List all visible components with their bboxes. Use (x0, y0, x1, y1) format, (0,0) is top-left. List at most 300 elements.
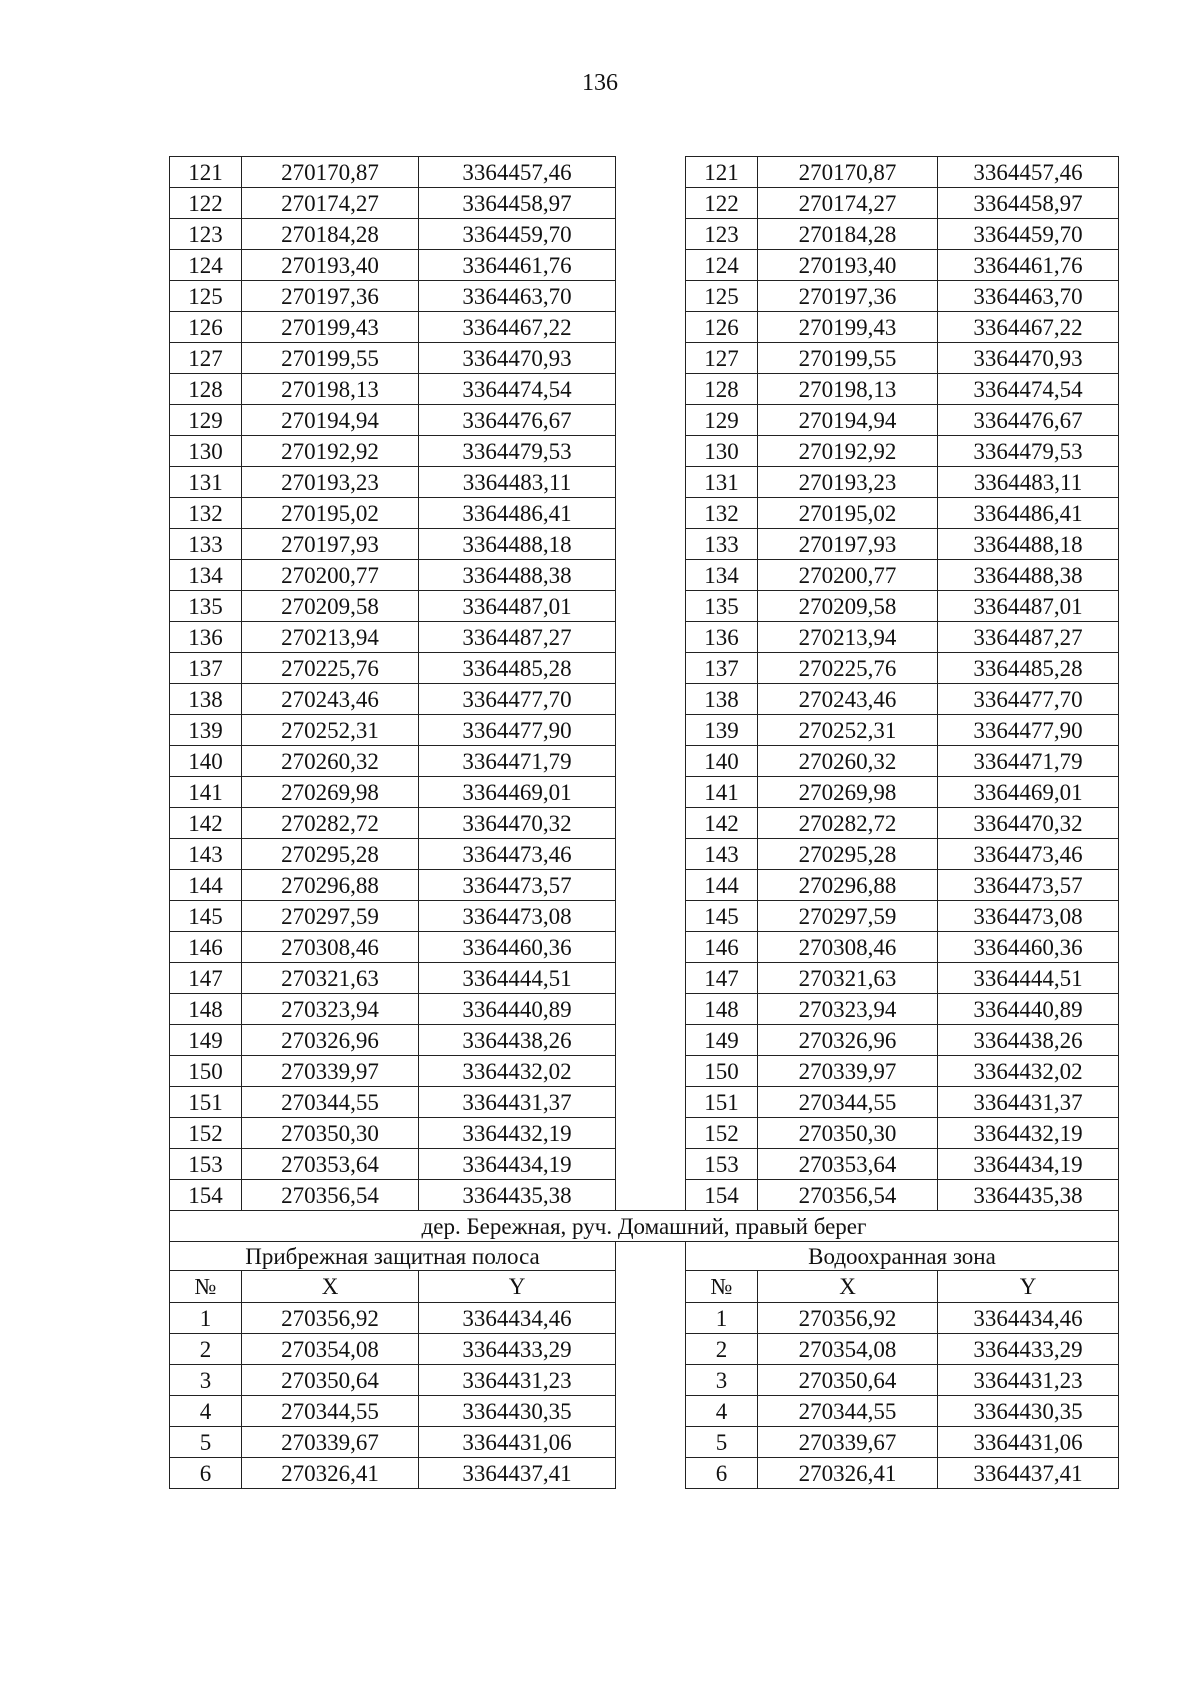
y-coordinate-left: 3364473,46 (419, 839, 616, 870)
x-coordinate-right: 270213,94 (758, 622, 938, 653)
table-row (170, 1118, 1119, 1149)
point-number-left: 151 (170, 1087, 242, 1118)
y-coordinate-left: 3364474,54 (419, 374, 616, 405)
y-coordinate-left: 3364440,89 (419, 994, 616, 1025)
x-coordinate-right: 270243,46 (758, 684, 938, 715)
gap-cell (616, 1149, 686, 1180)
y-coordinate-right: 3364487,01 (938, 591, 1119, 622)
table-row (170, 1458, 1119, 1489)
table-row (170, 1303, 1119, 1334)
point-number-left: 4 (170, 1396, 242, 1427)
x-coordinate-right: 270192,92 (758, 436, 938, 467)
table-row (170, 932, 1119, 963)
gap-cell (616, 1458, 686, 1489)
upper-rows (170, 157, 1119, 1211)
point-number-left: 137 (170, 653, 242, 684)
gap-cell (616, 188, 686, 219)
point-number-left: 143 (170, 839, 242, 870)
y-coordinate-left: 3364433,29 (419, 1334, 616, 1365)
x-coordinate-left: 270350,64 (242, 1365, 419, 1396)
header-x-left: X (242, 1271, 419, 1303)
y-coordinate-left: 3364467,22 (419, 312, 616, 343)
point-number-right: 2 (686, 1334, 758, 1365)
gap-cell (616, 281, 686, 312)
y-coordinate-right: 3364459,70 (938, 219, 1119, 250)
y-coordinate-left: 3364430,35 (419, 1396, 616, 1427)
y-coordinate-right: 3364432,19 (938, 1118, 1119, 1149)
gap-cell (616, 1180, 686, 1211)
point-number-right: 123 (686, 219, 758, 250)
point-number-left: 3 (170, 1365, 242, 1396)
x-coordinate-left: 270192,92 (242, 436, 419, 467)
point-number-left: 124 (170, 250, 242, 281)
gap-cell (616, 467, 686, 498)
point-number-left: 147 (170, 963, 242, 994)
point-number-right: 151 (686, 1087, 758, 1118)
gap-cell (616, 436, 686, 467)
gap-cell (616, 1303, 686, 1334)
x-coordinate-left: 270308,46 (242, 932, 419, 963)
table-row (170, 1365, 1119, 1396)
x-coordinate-left: 270199,43 (242, 312, 419, 343)
point-number-right: 137 (686, 653, 758, 684)
x-coordinate-left: 270197,36 (242, 281, 419, 312)
y-coordinate-right: 3364486,41 (938, 498, 1119, 529)
table-row (170, 1334, 1119, 1365)
x-coordinate-right: 270195,02 (758, 498, 938, 529)
y-coordinate-right: 3364437,41 (938, 1458, 1119, 1489)
point-number-left: 121 (170, 157, 242, 188)
y-coordinate-left: 3364432,02 (419, 1056, 616, 1087)
x-coordinate-right: 270297,59 (758, 901, 938, 932)
point-number-left: 138 (170, 684, 242, 715)
gap-cell (616, 591, 686, 622)
y-coordinate-left: 3364431,23 (419, 1365, 616, 1396)
table-row (170, 901, 1119, 932)
gap-cell (616, 1334, 686, 1365)
gap-cell (616, 1056, 686, 1087)
point-number-left: 153 (170, 1149, 242, 1180)
gap-cell (616, 808, 686, 839)
header-y-right: Y (938, 1271, 1119, 1303)
point-number-left: 5 (170, 1427, 242, 1458)
x-coordinate-left: 270282,72 (242, 808, 419, 839)
y-coordinate-left: 3364487,01 (419, 591, 616, 622)
x-coordinate-right: 270326,41 (758, 1458, 938, 1489)
point-number-left: 135 (170, 591, 242, 622)
table-row (170, 653, 1119, 684)
x-coordinate-left: 270296,88 (242, 870, 419, 901)
point-number-left: 6 (170, 1458, 242, 1489)
y-coordinate-left: 3364463,70 (419, 281, 616, 312)
x-coordinate-left: 270356,92 (242, 1303, 419, 1334)
x-coordinate-right: 270339,97 (758, 1056, 938, 1087)
gap-cell (616, 1271, 686, 1303)
gap-cell (616, 622, 686, 653)
point-number-right: 127 (686, 343, 758, 374)
gap-cell (616, 746, 686, 777)
point-number-right: 136 (686, 622, 758, 653)
y-coordinate-left: 3364460,36 (419, 932, 616, 963)
y-coordinate-right: 3364488,38 (938, 560, 1119, 591)
point-number-right: 142 (686, 808, 758, 839)
gap-cell (616, 963, 686, 994)
point-number-left: 136 (170, 622, 242, 653)
gap-cell (616, 839, 686, 870)
y-coordinate-left: 3364458,97 (419, 188, 616, 219)
y-coordinate-left: 3364488,38 (419, 560, 616, 591)
table-row (170, 436, 1119, 467)
point-number-left: 130 (170, 436, 242, 467)
point-number-right: 4 (686, 1396, 758, 1427)
y-coordinate-right: 3364431,37 (938, 1087, 1119, 1118)
y-coordinate-left: 3364444,51 (419, 963, 616, 994)
x-coordinate-left: 270297,59 (242, 901, 419, 932)
lower-rows (170, 1303, 1119, 1489)
x-coordinate-right: 270174,27 (758, 188, 938, 219)
x-coordinate-left: 270323,94 (242, 994, 419, 1025)
x-coordinate-left: 270326,41 (242, 1458, 419, 1489)
gap-cell (616, 1396, 686, 1427)
point-number-right: 146 (686, 932, 758, 963)
x-coordinate-left: 270243,46 (242, 684, 419, 715)
point-number-right: 139 (686, 715, 758, 746)
point-number-left: 131 (170, 467, 242, 498)
y-coordinate-right: 3364470,32 (938, 808, 1119, 839)
point-number-left: 133 (170, 529, 242, 560)
gap-cell (616, 343, 686, 374)
header-y-left: Y (419, 1271, 616, 1303)
x-coordinate-left: 270199,55 (242, 343, 419, 374)
x-coordinate-right: 270321,63 (758, 963, 938, 994)
gap-cell (616, 1118, 686, 1149)
point-number-right: 132 (686, 498, 758, 529)
gap-cell (616, 250, 686, 281)
x-coordinate-left: 270194,94 (242, 405, 419, 436)
section-title: дер. Бережная, руч. Домашний, правый берег (170, 1211, 1119, 1242)
gap-cell (616, 653, 686, 684)
x-coordinate-right: 270199,43 (758, 312, 938, 343)
right-table-title: Водоохранная зона (686, 1242, 1119, 1271)
x-coordinate-right: 270209,58 (758, 591, 938, 622)
x-coordinate-right: 270282,72 (758, 808, 938, 839)
x-coordinate-left: 270353,64 (242, 1149, 419, 1180)
x-coordinate-right: 270252,31 (758, 715, 938, 746)
table-row (170, 250, 1119, 281)
y-coordinate-right: 3364483,11 (938, 467, 1119, 498)
x-coordinate-left: 270198,13 (242, 374, 419, 405)
y-coordinate-left: 3364438,26 (419, 1025, 616, 1056)
y-coordinate-right: 3364470,93 (938, 343, 1119, 374)
y-coordinate-right: 3364471,79 (938, 746, 1119, 777)
y-coordinate-left: 3364469,01 (419, 777, 616, 808)
y-coordinate-right: 3364434,46 (938, 1303, 1119, 1334)
y-coordinate-right: 3364431,23 (938, 1365, 1119, 1396)
y-coordinate-right: 3364461,76 (938, 250, 1119, 281)
y-coordinate-right: 3364440,89 (938, 994, 1119, 1025)
point-number-right: 147 (686, 963, 758, 994)
table-row (170, 839, 1119, 870)
x-coordinate-left: 270260,32 (242, 746, 419, 777)
point-number-right: 152 (686, 1118, 758, 1149)
x-coordinate-right: 270170,87 (758, 157, 938, 188)
y-coordinate-right: 3364476,67 (938, 405, 1119, 436)
point-number-left: 125 (170, 281, 242, 312)
point-number-right: 149 (686, 1025, 758, 1056)
table-row (170, 1025, 1119, 1056)
x-coordinate-right: 270295,28 (758, 839, 938, 870)
point-number-right: 140 (686, 746, 758, 777)
table-row (170, 1427, 1119, 1458)
point-number-right: 133 (686, 529, 758, 560)
y-coordinate-left: 3364476,67 (419, 405, 616, 436)
x-coordinate-right: 270323,94 (758, 994, 938, 1025)
point-number-left: 152 (170, 1118, 242, 1149)
y-coordinate-left: 3364470,32 (419, 808, 616, 839)
point-number-left: 127 (170, 343, 242, 374)
point-number-right: 130 (686, 436, 758, 467)
x-coordinate-right: 270296,88 (758, 870, 938, 901)
point-number-right: 125 (686, 281, 758, 312)
coordinates-table (169, 156, 1119, 1489)
y-coordinate-right: 3364457,46 (938, 157, 1119, 188)
gap-cell (616, 1242, 686, 1271)
gap-cell (616, 684, 686, 715)
x-coordinate-left: 270295,28 (242, 839, 419, 870)
header-x-right: X (758, 1271, 938, 1303)
x-coordinate-left: 270350,30 (242, 1118, 419, 1149)
table-row (170, 994, 1119, 1025)
x-coordinate-left: 270195,02 (242, 498, 419, 529)
table-titles-row (170, 1242, 1119, 1271)
x-coordinate-right: 270308,46 (758, 932, 938, 963)
table-row (170, 219, 1119, 250)
y-coordinate-right: 3364438,26 (938, 1025, 1119, 1056)
table-row (170, 188, 1119, 219)
x-coordinate-left: 270174,27 (242, 188, 419, 219)
x-coordinate-left: 270269,98 (242, 777, 419, 808)
point-number-left: 145 (170, 901, 242, 932)
point-number-right: 153 (686, 1149, 758, 1180)
table-row (170, 1149, 1119, 1180)
x-coordinate-right: 270350,30 (758, 1118, 938, 1149)
y-coordinate-right: 3364433,29 (938, 1334, 1119, 1365)
y-coordinate-right: 3364434,19 (938, 1149, 1119, 1180)
y-coordinate-right: 3364469,01 (938, 777, 1119, 808)
table-row (170, 157, 1119, 188)
gap-cell (616, 901, 686, 932)
header-num-right: № (686, 1271, 758, 1303)
table-row (170, 343, 1119, 374)
point-number-right: 5 (686, 1427, 758, 1458)
point-number-left: 149 (170, 1025, 242, 1056)
point-number-right: 134 (686, 560, 758, 591)
y-coordinate-right: 3364479,53 (938, 436, 1119, 467)
y-coordinate-left: 3364477,70 (419, 684, 616, 715)
x-coordinate-right: 270197,93 (758, 529, 938, 560)
y-coordinate-right: 3364477,70 (938, 684, 1119, 715)
x-coordinate-right: 270344,55 (758, 1396, 938, 1427)
x-coordinate-left: 270200,77 (242, 560, 419, 591)
y-coordinate-right: 3364432,02 (938, 1056, 1119, 1087)
section-block (170, 1211, 1119, 1303)
x-coordinate-right: 270339,67 (758, 1427, 938, 1458)
table-row (170, 498, 1119, 529)
point-number-left: 123 (170, 219, 242, 250)
table-row (170, 870, 1119, 901)
point-number-left: 132 (170, 498, 242, 529)
x-coordinate-right: 270353,64 (758, 1149, 938, 1180)
gap-cell (616, 405, 686, 436)
point-number-left: 146 (170, 932, 242, 963)
x-coordinate-right: 270193,40 (758, 250, 938, 281)
point-number-left: 134 (170, 560, 242, 591)
x-coordinate-left: 270354,08 (242, 1334, 419, 1365)
gap-cell (616, 1025, 686, 1056)
gap-cell (616, 1087, 686, 1118)
x-coordinate-left: 270170,87 (242, 157, 419, 188)
x-coordinate-left: 270193,23 (242, 467, 419, 498)
point-number-left: 142 (170, 808, 242, 839)
y-coordinate-left: 3364473,08 (419, 901, 616, 932)
x-coordinate-right: 270350,64 (758, 1365, 938, 1396)
point-number-right: 141 (686, 777, 758, 808)
x-coordinate-right: 270326,96 (758, 1025, 938, 1056)
y-coordinate-right: 3364431,06 (938, 1427, 1119, 1458)
x-coordinate-right: 270344,55 (758, 1087, 938, 1118)
table-row (170, 591, 1119, 622)
y-coordinate-right: 3364488,18 (938, 529, 1119, 560)
x-coordinate-right: 270200,77 (758, 560, 938, 591)
table-row (170, 1180, 1119, 1211)
table-row (170, 777, 1119, 808)
y-coordinate-left: 3364473,57 (419, 870, 616, 901)
x-coordinate-right: 270356,92 (758, 1303, 938, 1334)
y-coordinate-left: 3364479,53 (419, 436, 616, 467)
table-row (170, 963, 1119, 994)
y-coordinate-right: 3364473,46 (938, 839, 1119, 870)
y-coordinate-left: 3364435,38 (419, 1180, 616, 1211)
table-row (170, 467, 1119, 498)
point-number-right: 126 (686, 312, 758, 343)
y-coordinate-right: 3364467,22 (938, 312, 1119, 343)
left-table-title: Прибрежная защитная полоса (170, 1242, 616, 1271)
y-coordinate-right: 3364487,27 (938, 622, 1119, 653)
table-row (170, 746, 1119, 777)
table-row (170, 715, 1119, 746)
column-headers-row (170, 1271, 1119, 1303)
point-number-right: 1 (686, 1303, 758, 1334)
point-number-left: 139 (170, 715, 242, 746)
y-coordinate-left: 3364459,70 (419, 219, 616, 250)
x-coordinate-right: 270356,54 (758, 1180, 938, 1211)
point-number-right: 150 (686, 1056, 758, 1087)
y-coordinate-left: 3364434,19 (419, 1149, 616, 1180)
x-coordinate-right: 270260,32 (758, 746, 938, 777)
point-number-left: 144 (170, 870, 242, 901)
x-coordinate-left: 270326,96 (242, 1025, 419, 1056)
y-coordinate-right: 3364473,08 (938, 901, 1119, 932)
gap-cell (616, 374, 686, 405)
point-number-right: 131 (686, 467, 758, 498)
x-coordinate-right: 270184,28 (758, 219, 938, 250)
point-number-right: 135 (686, 591, 758, 622)
x-coordinate-right: 270197,36 (758, 281, 938, 312)
y-coordinate-left: 3364437,41 (419, 1458, 616, 1489)
table-row (170, 529, 1119, 560)
point-number-left: 140 (170, 746, 242, 777)
table-row (170, 374, 1119, 405)
y-coordinate-left: 3364488,18 (419, 529, 616, 560)
y-coordinate-left: 3364432,19 (419, 1118, 616, 1149)
point-number-left: 154 (170, 1180, 242, 1211)
x-coordinate-right: 270193,23 (758, 467, 938, 498)
x-coordinate-left: 270225,76 (242, 653, 419, 684)
x-coordinate-left: 270184,28 (242, 219, 419, 250)
y-coordinate-right: 3364435,38 (938, 1180, 1119, 1211)
gap-cell (616, 715, 686, 746)
point-number-left: 141 (170, 777, 242, 808)
point-number-right: 144 (686, 870, 758, 901)
x-coordinate-left: 270197,93 (242, 529, 419, 560)
point-number-left: 128 (170, 374, 242, 405)
y-coordinate-left: 3364461,76 (419, 250, 616, 281)
y-coordinate-right: 3364477,90 (938, 715, 1119, 746)
gap-cell (616, 777, 686, 808)
gap-cell (616, 529, 686, 560)
y-coordinate-left: 3364457,46 (419, 157, 616, 188)
point-number-right: 143 (686, 839, 758, 870)
y-coordinate-right: 3364474,54 (938, 374, 1119, 405)
y-coordinate-right: 3364458,97 (938, 188, 1119, 219)
x-coordinate-left: 270344,55 (242, 1396, 419, 1427)
y-coordinate-left: 3364431,06 (419, 1427, 616, 1458)
gap-cell (616, 994, 686, 1025)
x-coordinate-right: 270269,98 (758, 777, 938, 808)
point-number-left: 126 (170, 312, 242, 343)
y-coordinate-left: 3364470,93 (419, 343, 616, 374)
point-number-right: 121 (686, 157, 758, 188)
point-number-left: 1 (170, 1303, 242, 1334)
point-number-right: 138 (686, 684, 758, 715)
gap-cell (616, 1365, 686, 1396)
x-coordinate-left: 270321,63 (242, 963, 419, 994)
point-number-right: 128 (686, 374, 758, 405)
y-coordinate-right: 3364485,28 (938, 653, 1119, 684)
table-row (170, 560, 1119, 591)
gap-cell (616, 498, 686, 529)
table-row (170, 1056, 1119, 1087)
header-num-left: № (170, 1271, 242, 1303)
x-coordinate-right: 270354,08 (758, 1334, 938, 1365)
y-coordinate-right: 3364460,36 (938, 932, 1119, 963)
gap-cell (616, 560, 686, 591)
point-number-right: 145 (686, 901, 758, 932)
x-coordinate-left: 270209,58 (242, 591, 419, 622)
table-row (170, 622, 1119, 653)
y-coordinate-left: 3364485,28 (419, 653, 616, 684)
x-coordinate-right: 270225,76 (758, 653, 938, 684)
point-number-left: 122 (170, 188, 242, 219)
table-row (170, 808, 1119, 839)
x-coordinate-left: 270344,55 (242, 1087, 419, 1118)
y-coordinate-right: 3364473,57 (938, 870, 1119, 901)
table-row (170, 281, 1119, 312)
point-number-right: 154 (686, 1180, 758, 1211)
y-coordinate-left: 3364483,11 (419, 467, 616, 498)
y-coordinate-right: 3364430,35 (938, 1396, 1119, 1427)
x-coordinate-right: 270198,13 (758, 374, 938, 405)
